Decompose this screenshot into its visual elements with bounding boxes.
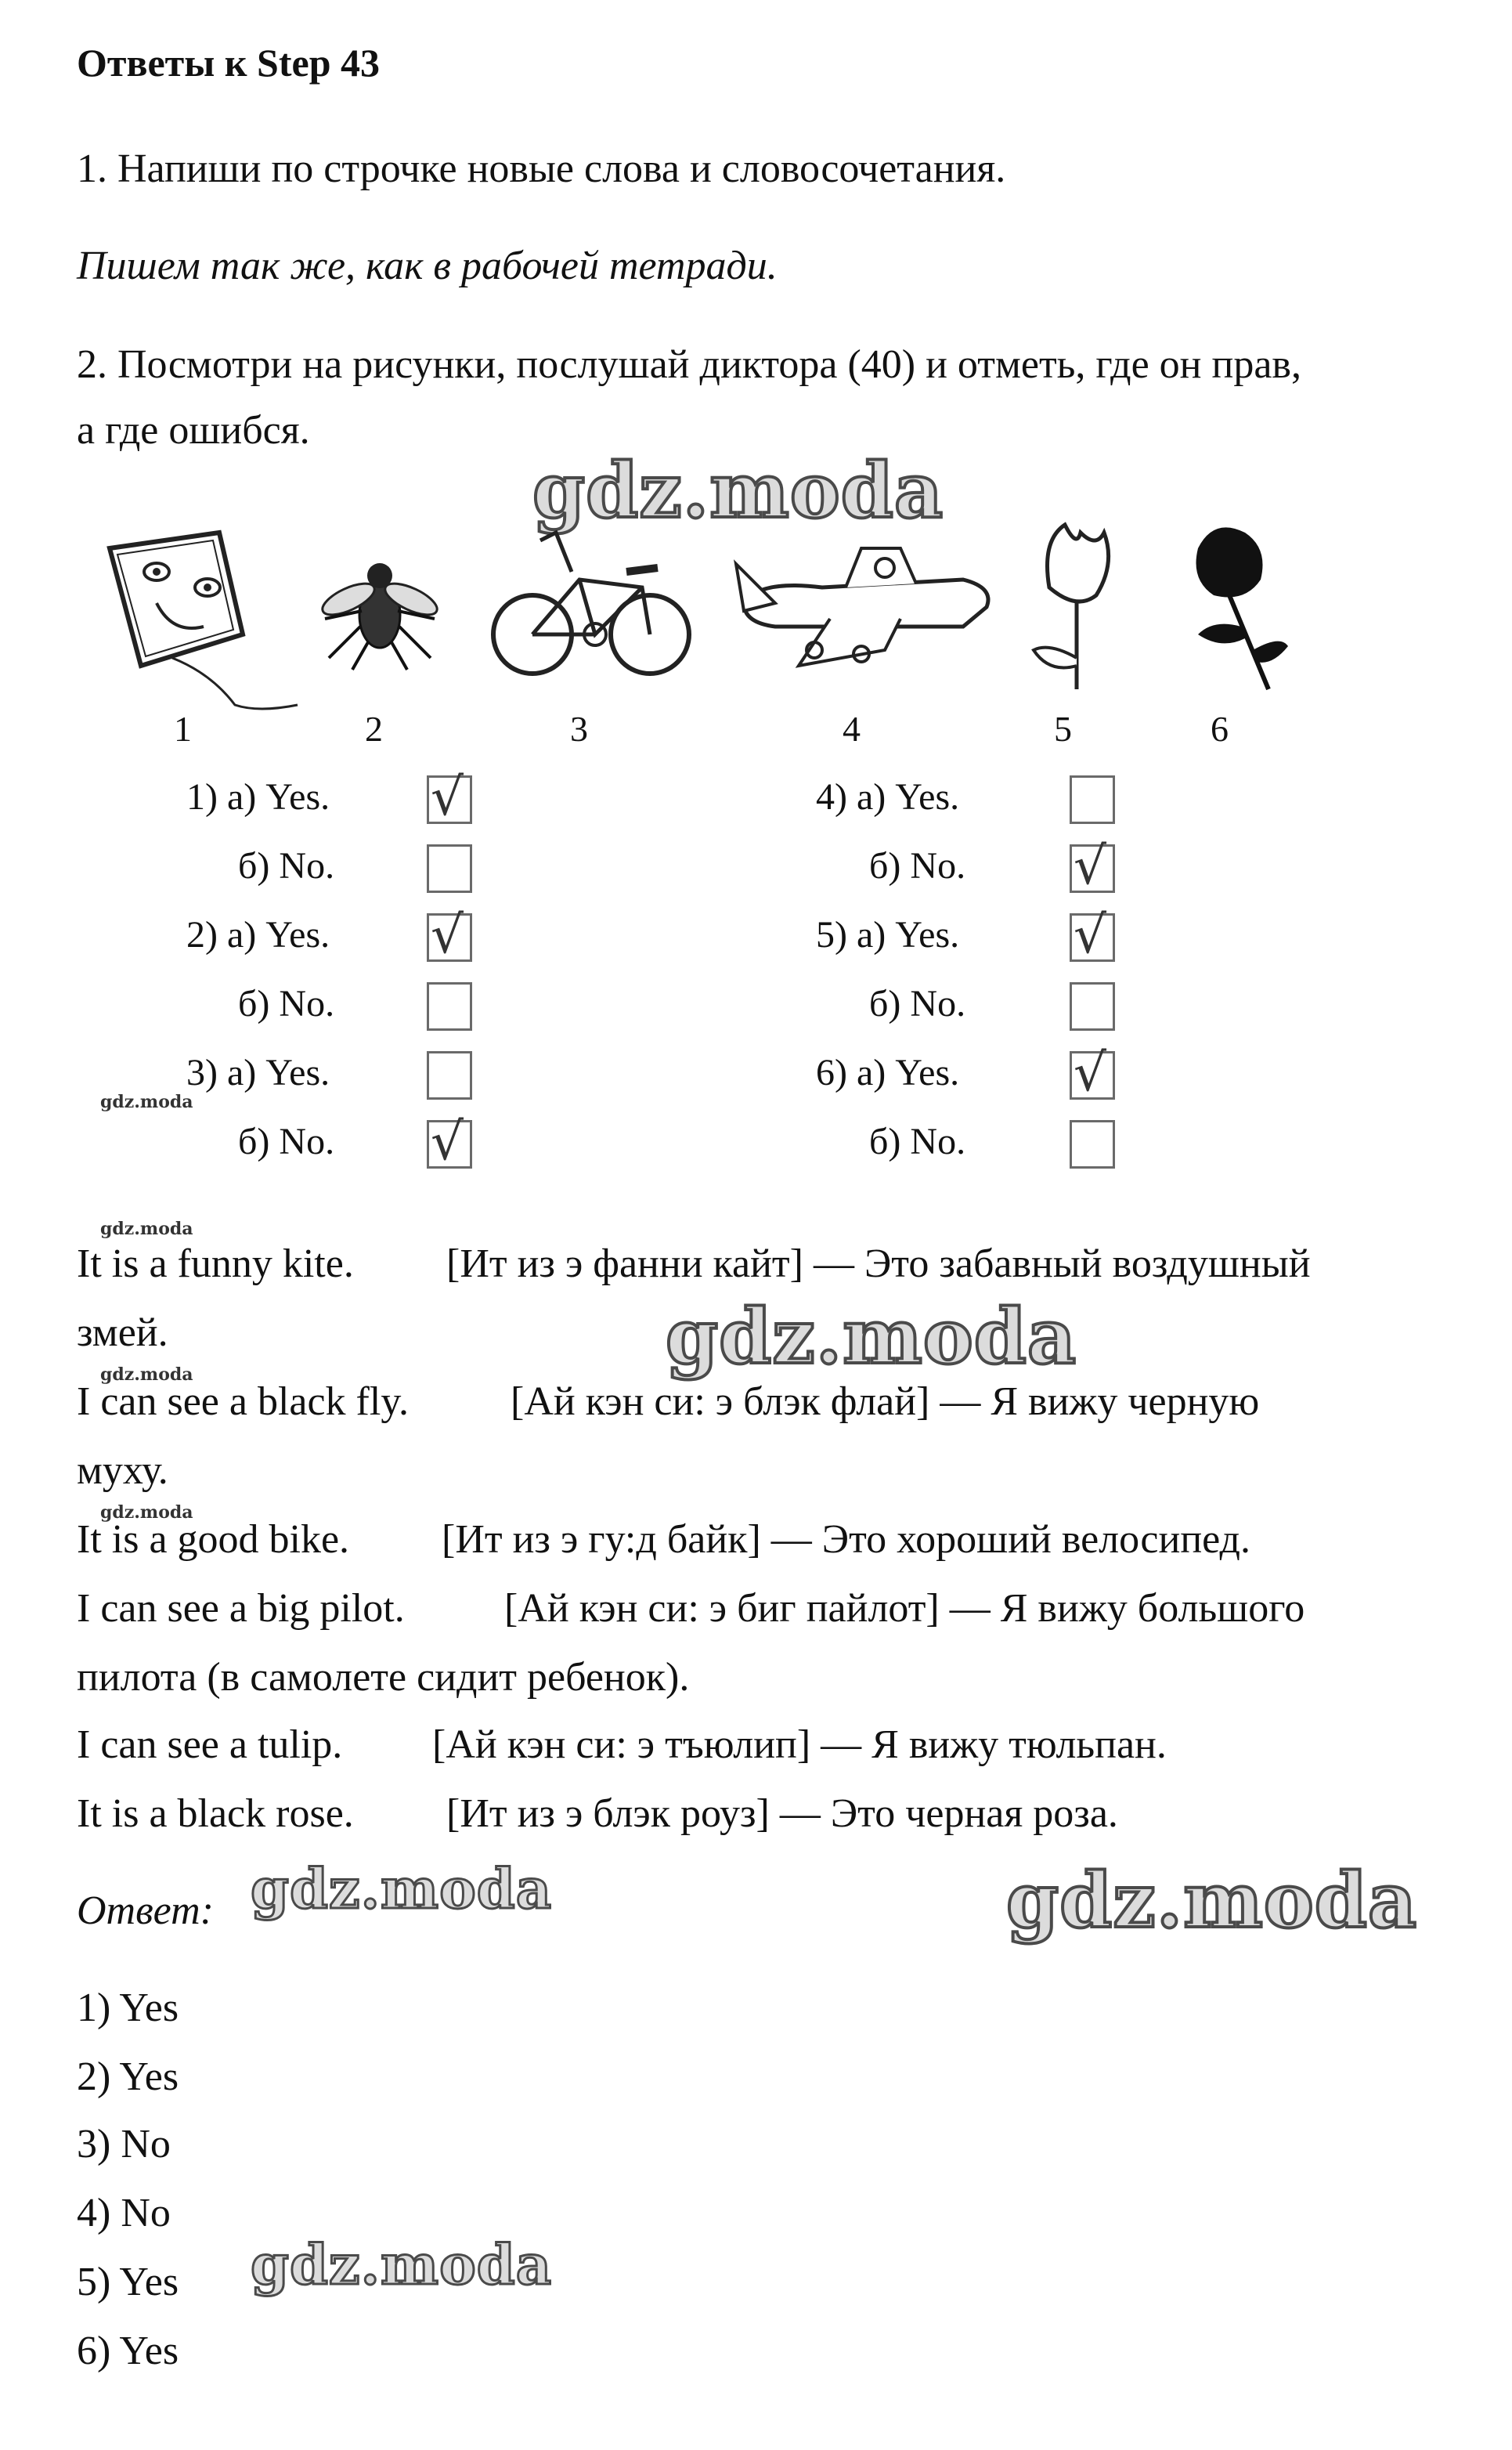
exercise-label: б) No. xyxy=(869,1121,966,1162)
kite-icon xyxy=(94,517,329,721)
page-title: Ответы к Step 43 xyxy=(77,41,381,85)
answer-item: 5) Yes xyxy=(77,2260,179,2304)
watermark-small: gdz.moda xyxy=(100,1364,193,1385)
fly-icon xyxy=(313,540,446,674)
picture-number: 3 xyxy=(570,709,588,749)
checkbox-3a[interactable] xyxy=(427,1051,472,1100)
exercise-label: 3) а) Yes. xyxy=(186,1052,330,1093)
watermark-logo: gdz.moda xyxy=(532,446,944,535)
exercise-label: б) No. xyxy=(238,845,335,887)
bike-icon xyxy=(485,517,705,689)
sentence-transcription: [Ай кэн си: э блэк флай] — Я вижу черную xyxy=(511,1379,1260,1424)
exercise-label: 6) а) Yes. xyxy=(816,1052,960,1093)
picture-number: 1 xyxy=(174,709,192,749)
checkbox-5b[interactable] xyxy=(1070,982,1115,1031)
checkbox-4a[interactable] xyxy=(1070,775,1115,824)
task1-text: 1. Напиши по строчке новые слова и словосочетания. xyxy=(77,146,1006,191)
checkbox-5a[interactable] xyxy=(1070,905,1115,965)
sentence-english: I can see a black fly. xyxy=(77,1379,409,1424)
watermark-logo: gdz.moda xyxy=(251,2232,553,2297)
watermark-logo: gdz.moda xyxy=(1006,1856,1418,1945)
sentence-english: I can see a big pilot. xyxy=(77,1586,405,1631)
picture-number: 5 xyxy=(1054,709,1072,749)
answer-item: 2) Yes xyxy=(77,2054,179,2099)
watermark-small: gdz.moda xyxy=(100,1502,193,1523)
rose-icon xyxy=(1167,517,1292,697)
sentence-continuation: муху. xyxy=(77,1448,168,1493)
checkbox-4b[interactable] xyxy=(1070,836,1115,896)
tulip-icon xyxy=(1018,517,1135,697)
exercise-label: 1) а) Yes. xyxy=(186,776,330,818)
answer-label: Ответ: xyxy=(77,1888,214,1933)
task2-text-line1: 2. Посмотри на рисунки, послушай диктора (40) и отметь, где он прав, xyxy=(77,342,1301,387)
exercise-label: б) No. xyxy=(869,845,966,887)
watermark-small: gdz.moda xyxy=(100,1219,193,1239)
exercise-label: б) No. xyxy=(238,983,335,1024)
picture-number: 2 xyxy=(365,709,383,749)
task1-note: Пишем так же, как в рабочей тетради. xyxy=(77,244,778,288)
answer-item: 4) No xyxy=(77,2191,171,2235)
sentence-transcription: [Ай кэн си: э тъюлип] — Я вижу тюльпан. xyxy=(432,1722,1167,1767)
sentence-transcription: [Ит из э блэк роуз] — Это черная роза. xyxy=(446,1791,1118,1836)
check-mark-icon: √ xyxy=(431,905,464,965)
checkbox-6b[interactable] xyxy=(1070,1120,1115,1169)
sentence-transcription: [Ит из э фанни кайт] — Это забавный воздушный xyxy=(446,1241,1311,1286)
checkbox-2b[interactable] xyxy=(427,982,472,1031)
exercise-label: б) No. xyxy=(238,1121,335,1162)
sentence-continuation: пилота (в самолете сидит ребенок). xyxy=(77,1655,690,1700)
picture-number: 4 xyxy=(843,709,861,749)
watermark-logo: gdz.moda xyxy=(251,1856,553,1921)
checkbox-3b[interactable] xyxy=(427,1111,472,1172)
watermark-small: gdz.moda xyxy=(100,1092,193,1112)
sentence-english: It is a good bike. xyxy=(77,1517,350,1562)
exercise-label: 5) а) Yes. xyxy=(816,914,960,956)
plane-icon xyxy=(728,533,1002,674)
exercise-label: б) No. xyxy=(869,983,966,1024)
check-mark-icon: √ xyxy=(1074,905,1107,965)
answer-item: 6) Yes xyxy=(77,2329,179,2373)
check-mark-icon: √ xyxy=(431,767,464,827)
checkbox-2a[interactable] xyxy=(427,905,472,965)
checkbox-1a[interactable] xyxy=(427,767,472,827)
watermark-logo: gdz.moda xyxy=(666,1292,1077,1381)
answer-item: 3) No xyxy=(77,2122,171,2166)
answer-item: 1) Yes xyxy=(77,1986,179,2030)
check-mark-icon: √ xyxy=(1074,836,1107,896)
check-mark-icon: √ xyxy=(431,1111,464,1172)
checkbox-1b[interactable] xyxy=(427,844,472,893)
checkbox-6a[interactable] xyxy=(1070,1043,1115,1103)
exercise-label: 4) а) Yes. xyxy=(816,776,960,818)
check-mark-icon: √ xyxy=(1074,1043,1107,1103)
sentence-english: It is a black rose. xyxy=(77,1791,354,1836)
sentence-transcription: [Ай кэн си: э биг пайлот] — Я вижу большого xyxy=(504,1586,1305,1631)
sentence-english: It is a funny kite. xyxy=(77,1241,354,1286)
task2-text-line2: а где ошибся. xyxy=(77,408,310,453)
picture-number: 6 xyxy=(1211,709,1229,749)
sentence-continuation: змей. xyxy=(77,1310,168,1355)
exercise-label: 2) а) Yes. xyxy=(186,914,330,956)
sentence-transcription: [Ит из э гу:д байк] — Это хороший велосипед. xyxy=(442,1517,1251,1562)
sentence-english: I can see a tulip. xyxy=(77,1722,343,1767)
